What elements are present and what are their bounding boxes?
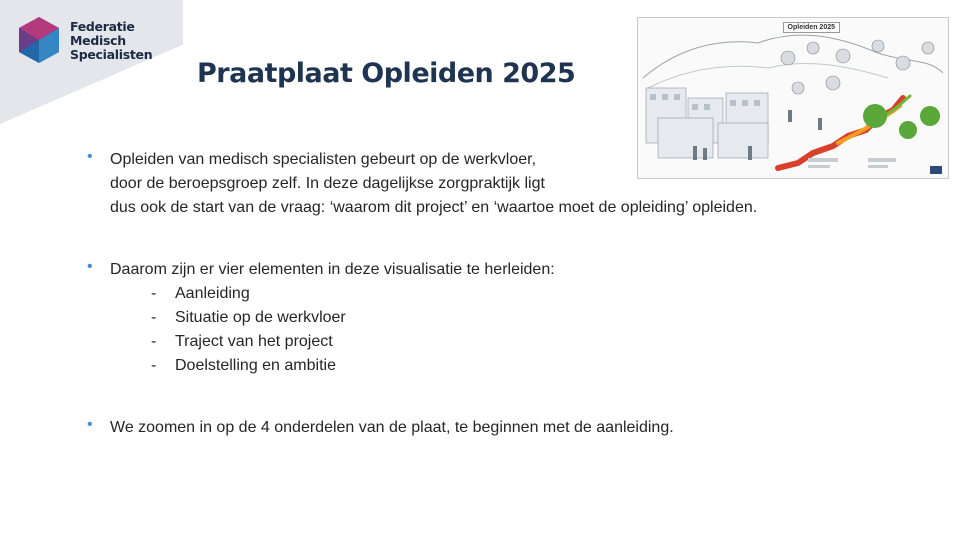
list-item-traject: - Traject van het project — [110, 330, 947, 354]
bullet-1-line-3: dus ook de start van de vraag: ‘waarom dit project’ en ‘waartoe moet de opleiding’ opleiden. — [110, 199, 758, 216]
element-list — [110, 282, 947, 378]
bullet-1 — [87, 148, 947, 220]
slide-content — [87, 148, 947, 440]
slide-title: Praatplaat Opleiden 2025 — [197, 58, 576, 89]
logo-line-3: Specialisten — [70, 47, 153, 62]
federatie-logo-icon — [14, 15, 64, 65]
logo-line-1: Federatie — [70, 19, 135, 34]
list-item-aanleiding: - Aanleiding — [110, 282, 947, 306]
bullet-1-line-1: • Opleiden van medisch specialisten gebeurt op de werkvloer, — [110, 151, 537, 168]
bullet-1-line-2: door de beroepsgroep zelf. In deze dagelijkse zorgpraktijk ligt — [110, 175, 545, 192]
logo-text — [70, 20, 152, 62]
bullet-2-line-1: • Daarom zijn er vier elementen in deze visualisatie te herleiden: — [110, 261, 555, 278]
bullet-3-line-1: • We zoomen in op de 4 onderdelen van de plaat, te beginnen met de aanleiding. — [110, 419, 674, 436]
logo-line-2: Medisch — [70, 33, 126, 48]
list-item-situatie: - Situatie op de werkvloer — [110, 306, 947, 330]
illustration-label: Opleiden 2025 — [783, 22, 840, 33]
list-item-doelstelling: - Doelstelling en ambitie — [110, 354, 947, 378]
bullet-3 — [87, 416, 947, 440]
bullet-2 — [87, 258, 947, 378]
